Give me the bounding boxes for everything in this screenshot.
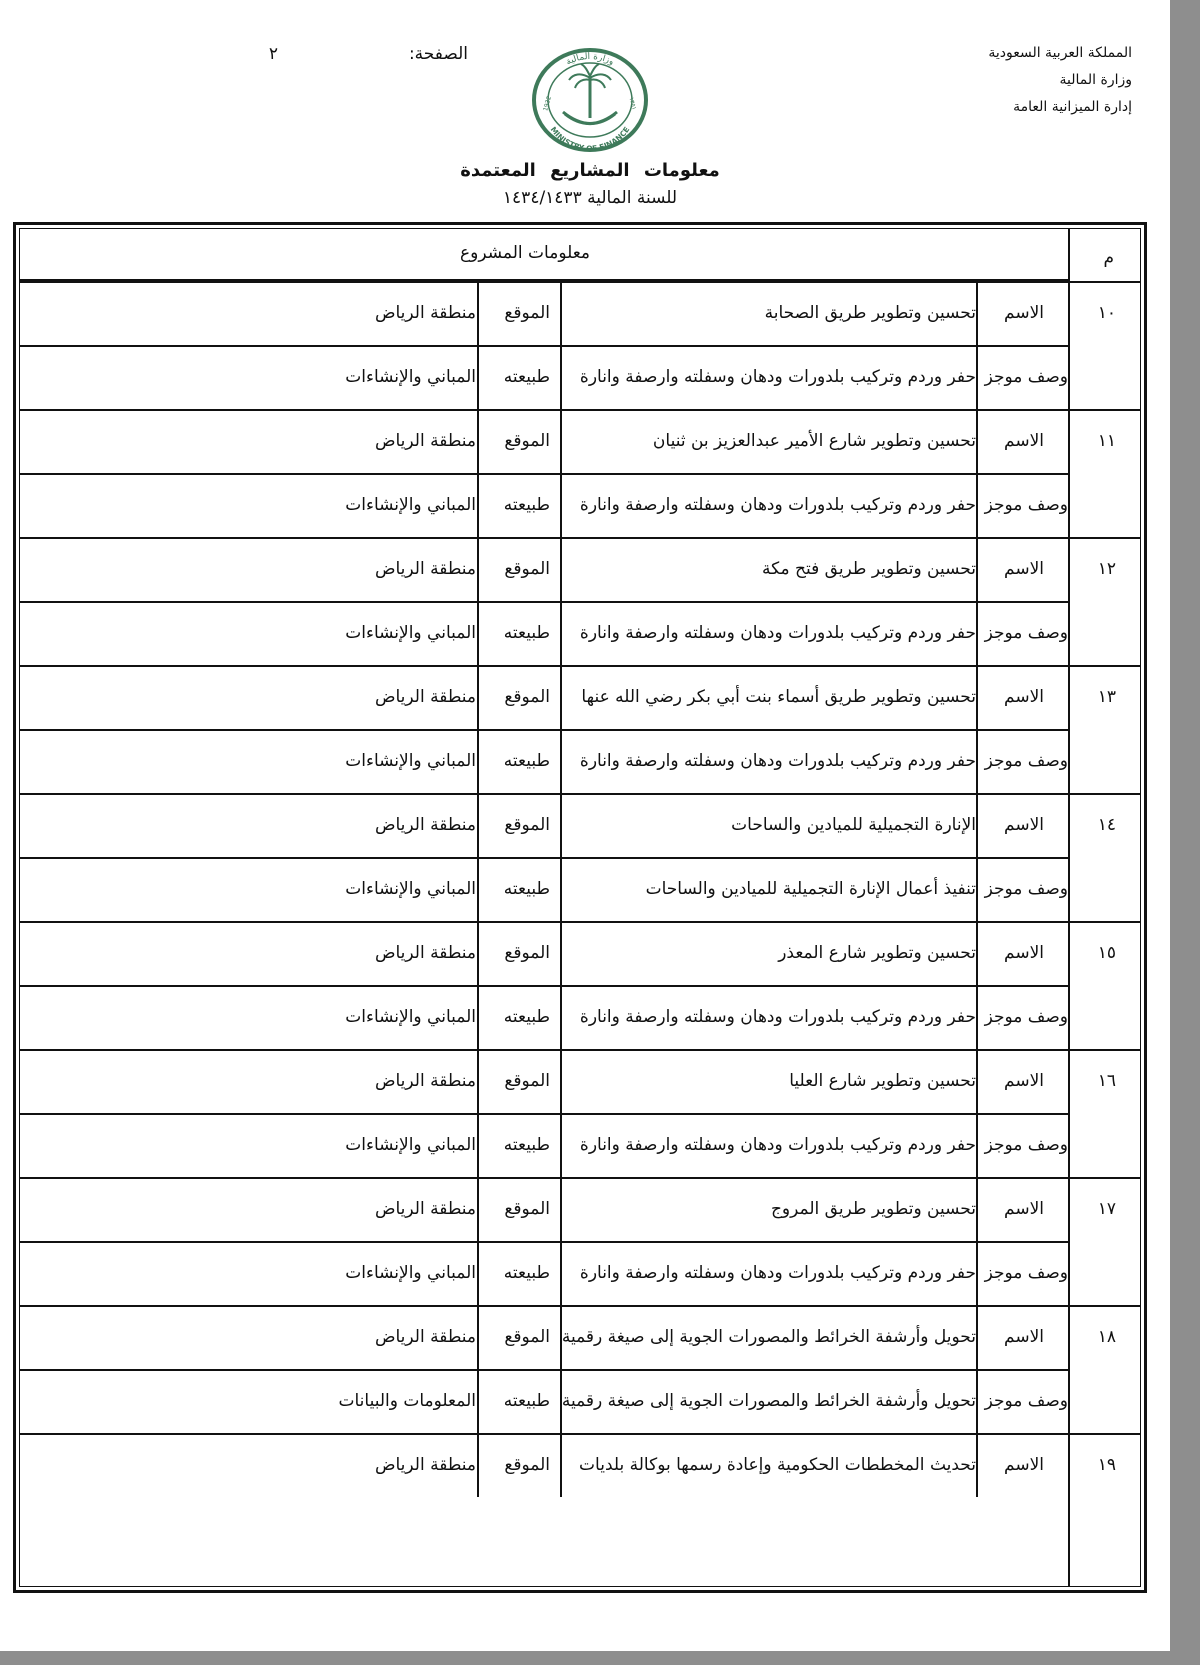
header-number: م bbox=[1103, 248, 1114, 268]
project-description: تحويل وأرشفة الخرائط والمصورات الجوية إلى صيغة رقمية bbox=[561, 1391, 976, 1411]
project-location: منطقة الرياض bbox=[374, 1071, 476, 1091]
location-value-divider bbox=[477, 665, 479, 793]
project-name: تحسين وتطوير طريق أسماء بنت أبي بكر رضي الله عنها bbox=[581, 687, 976, 707]
page-label: الصفحة: bbox=[408, 44, 468, 64]
location-label: الموقع bbox=[504, 943, 550, 963]
project-name: تحسين وتطوير شارع الأمير عبدالعزيز بن ثنيان bbox=[652, 431, 976, 451]
subrow-divider bbox=[20, 729, 1070, 731]
row-divider bbox=[20, 793, 1140, 795]
page-indicator bbox=[268, 44, 468, 64]
location-value-divider bbox=[477, 793, 479, 921]
nature-label: طبيعته bbox=[503, 1263, 550, 1283]
label-col-divider bbox=[1068, 1177, 1070, 1305]
location-label: الموقع bbox=[504, 559, 550, 579]
description-label: وصف موجز bbox=[984, 1007, 1068, 1027]
project-location: منطقة الرياض bbox=[374, 1327, 476, 1347]
nature-label: طبيعته bbox=[503, 1007, 550, 1027]
name-label: الاسم bbox=[1004, 815, 1044, 835]
name-label: الاسم bbox=[1004, 431, 1044, 451]
value-col-divider bbox=[976, 281, 978, 409]
location-value-divider bbox=[477, 1433, 479, 1497]
name-label: الاسم bbox=[1004, 1455, 1044, 1475]
project-location: منطقة الرياض bbox=[374, 1199, 476, 1219]
location-label: الموقع bbox=[504, 1455, 550, 1475]
value-col-divider bbox=[976, 793, 978, 921]
description-label: وصف موجز bbox=[984, 1263, 1068, 1283]
project-description: حفر وردم وتركيب بلدورات ودهان وسفلته وارصفة وانارة bbox=[579, 1135, 976, 1155]
project-name: تحسين وتطوير طريق المروج bbox=[770, 1199, 976, 1219]
project-description: حفر وردم وتركيب بلدورات ودهان وسفلته وارصفة وانارة bbox=[579, 367, 976, 387]
page-number: ٢ bbox=[268, 44, 278, 64]
location-label-divider bbox=[560, 537, 562, 665]
location-label-divider bbox=[560, 1049, 562, 1177]
location-label-divider bbox=[560, 1305, 562, 1433]
project-location: منطقة الرياض bbox=[374, 559, 476, 579]
project-description: حفر وردم وتركيب بلدورات ودهان وسفلته وارصفة وانارة bbox=[579, 1007, 976, 1027]
value-col-divider bbox=[976, 1177, 978, 1305]
row-divider bbox=[20, 1177, 1140, 1179]
project-nature: المباني والإنشاءات bbox=[345, 495, 476, 515]
label-col-divider bbox=[1068, 537, 1070, 665]
scan-edge-right bbox=[1170, 0, 1200, 1665]
location-value-divider bbox=[477, 1049, 479, 1177]
project-location: منطقة الرياض bbox=[374, 943, 476, 963]
location-value-divider bbox=[477, 537, 479, 665]
subrow-divider bbox=[20, 985, 1070, 987]
project-nature: المباني والإنشاءات bbox=[345, 751, 476, 771]
project-location: منطقة الرياض bbox=[374, 303, 476, 323]
name-label: الاسم bbox=[1004, 943, 1044, 963]
row-divider bbox=[20, 1049, 1140, 1051]
row-number: ١٥ bbox=[1097, 943, 1116, 963]
location-label: الموقع bbox=[504, 815, 550, 835]
project-name: تحسين وتطوير شارع العليا bbox=[789, 1071, 976, 1091]
row-number: ١٦ bbox=[1097, 1071, 1116, 1091]
location-label: الموقع bbox=[504, 1327, 550, 1347]
location-value-divider bbox=[477, 921, 479, 1049]
project-description: حفر وردم وتركيب بلدورات ودهان وسفلته وارصفة وانارة bbox=[579, 751, 976, 771]
name-label: الاسم bbox=[1004, 687, 1044, 707]
description-label: وصف موجز bbox=[984, 1135, 1068, 1155]
label-col-divider bbox=[1068, 665, 1070, 793]
subrow-divider bbox=[20, 857, 1070, 859]
org-line-department: إدارة الميزانية العامة bbox=[1013, 99, 1132, 115]
name-label: الاسم bbox=[1004, 559, 1044, 579]
project-description: تنفيذ أعمال الإنارة التجميلية للميادين والساحات bbox=[645, 879, 976, 899]
row-divider bbox=[20, 1305, 1140, 1307]
project-name: تحديث المخططات الحكومية وإعادة رسمها بوكالة بلديات bbox=[579, 1455, 976, 1475]
location-label: الموقع bbox=[504, 687, 550, 707]
project-nature: المباني والإنشاءات bbox=[345, 879, 476, 899]
project-name: تحويل وأرشفة الخرائط والمصورات الجوية إلى صيغة رقمية bbox=[561, 1327, 976, 1347]
ministry-seal-logo bbox=[525, 42, 655, 152]
location-value-divider bbox=[477, 1305, 479, 1433]
label-col-divider bbox=[1068, 1305, 1070, 1433]
project-name: تحسين وتطوير طريق فتح مكة bbox=[762, 559, 976, 579]
location-label: الموقع bbox=[504, 303, 550, 323]
organization-block bbox=[872, 40, 1132, 121]
row-divider bbox=[20, 281, 1140, 283]
row-number: ١٧ bbox=[1097, 1199, 1116, 1219]
name-label: الاسم bbox=[1004, 1071, 1044, 1091]
project-name: الإنارة التجميلية للميادين والساحات bbox=[731, 815, 976, 835]
project-description: حفر وردم وتركيب بلدورات ودهان وسفلته وارصفة وانارة bbox=[579, 1263, 976, 1283]
description-label: وصف موجز bbox=[984, 879, 1068, 899]
description-label: وصف موجز bbox=[984, 1391, 1068, 1411]
seal-text-english: MINISTRY OF FINANCE bbox=[548, 125, 632, 152]
label-col-divider bbox=[1068, 409, 1070, 537]
row-number: ١٤ bbox=[1097, 815, 1116, 835]
subrow-divider bbox=[20, 1241, 1070, 1243]
subrow-divider bbox=[20, 473, 1070, 475]
palm-swords-icon bbox=[563, 64, 617, 124]
seal-text-arabic: وزارة المالية bbox=[564, 51, 616, 68]
seal-year-right: ١٣٥١ bbox=[627, 96, 638, 111]
row-divider bbox=[20, 665, 1140, 667]
project-name: تحسين وتطوير شارع المعذر bbox=[778, 943, 976, 963]
label-col-divider bbox=[1068, 1433, 1070, 1497]
project-nature: المعلومات والبيانات bbox=[338, 1391, 476, 1411]
location-value-divider bbox=[477, 1177, 479, 1305]
project-description: حفر وردم وتركيب بلدورات ودهان وسفلته وارصفة وانارة bbox=[579, 623, 976, 643]
location-label-divider bbox=[560, 665, 562, 793]
location-label: الموقع bbox=[504, 1071, 550, 1091]
nature-label: طبيعته bbox=[503, 879, 550, 899]
location-label-divider bbox=[560, 793, 562, 921]
label-col-divider bbox=[1068, 921, 1070, 1049]
row-number: ١٣ bbox=[1097, 687, 1116, 707]
header-project-info: معلومات المشروع bbox=[460, 243, 591, 263]
value-col-divider bbox=[976, 1433, 978, 1497]
row-number: ١٠ bbox=[1097, 303, 1116, 323]
projects-table-body bbox=[19, 228, 1141, 1587]
value-col-divider bbox=[976, 409, 978, 537]
name-label: الاسم bbox=[1004, 1199, 1044, 1219]
row-divider bbox=[20, 921, 1140, 923]
row-number: ١١ bbox=[1097, 431, 1116, 451]
nature-label: طبيعته bbox=[503, 495, 550, 515]
label-col-divider bbox=[1068, 281, 1070, 409]
project-nature: المباني والإنشاءات bbox=[345, 367, 476, 387]
seal-year-left: 1932 bbox=[542, 95, 553, 112]
location-label: الموقع bbox=[504, 1199, 550, 1219]
value-col-divider bbox=[976, 1305, 978, 1433]
project-location: منطقة الرياض bbox=[374, 687, 476, 707]
project-nature: المباني والإنشاءات bbox=[345, 1007, 476, 1027]
row-divider bbox=[20, 537, 1140, 539]
row-divider bbox=[20, 409, 1140, 411]
subrow-divider bbox=[20, 601, 1070, 603]
location-label-divider bbox=[560, 1433, 562, 1497]
row-number: ١٢ bbox=[1097, 559, 1116, 579]
description-label: وصف موجز bbox=[984, 367, 1068, 387]
name-label: الاسم bbox=[1004, 1327, 1044, 1347]
value-col-divider bbox=[976, 921, 978, 1049]
project-location: منطقة الرياض bbox=[374, 815, 476, 835]
project-location: منطقة الرياض bbox=[374, 1455, 476, 1475]
location-label-divider bbox=[560, 1177, 562, 1305]
row-number: ١٩ bbox=[1097, 1455, 1116, 1475]
row-number: ١٨ bbox=[1097, 1327, 1116, 1347]
label-col-divider bbox=[1068, 1049, 1070, 1177]
row-divider bbox=[20, 1433, 1140, 1435]
project-name: تحسين وتطوير طريق الصحابة bbox=[764, 303, 976, 323]
location-value-divider bbox=[477, 281, 479, 409]
nature-label: طبيعته bbox=[503, 367, 550, 387]
nature-label: طبيعته bbox=[503, 623, 550, 643]
nature-label: طبيعته bbox=[503, 751, 550, 771]
document-title: معلومات المشاريع المعتمدة bbox=[460, 160, 720, 181]
nature-label: طبيعته bbox=[503, 1391, 550, 1411]
project-description: حفر وردم وتركيب بلدورات ودهان وسفلته وارصفة وانارة bbox=[579, 495, 976, 515]
subrow-divider bbox=[20, 1369, 1070, 1371]
org-line-country: المملكة العربية السعودية bbox=[988, 45, 1132, 61]
location-label-divider bbox=[560, 281, 562, 409]
name-label: الاسم bbox=[1004, 303, 1044, 323]
projects-table bbox=[13, 222, 1147, 1593]
project-nature: المباني والإنشاءات bbox=[345, 1135, 476, 1155]
document-subtitle: للسنة المالية ١٤٣٤/١٤٣٣ bbox=[502, 188, 678, 208]
location-label-divider bbox=[560, 409, 562, 537]
description-label: وصف موجز bbox=[984, 495, 1068, 515]
location-value-divider bbox=[477, 409, 479, 537]
description-label: وصف موجز bbox=[984, 751, 1068, 771]
value-col-divider bbox=[976, 665, 978, 793]
subrow-divider bbox=[20, 1113, 1070, 1115]
value-col-divider bbox=[976, 537, 978, 665]
location-label: الموقع bbox=[504, 431, 550, 451]
label-col-divider bbox=[1068, 793, 1070, 921]
nature-label: طبيعته bbox=[503, 1135, 550, 1155]
value-col-divider bbox=[976, 1049, 978, 1177]
project-nature: المباني والإنشاءات bbox=[345, 1263, 476, 1283]
subrow-divider bbox=[20, 345, 1070, 347]
description-label: وصف موجز bbox=[984, 623, 1068, 643]
location-label-divider bbox=[560, 921, 562, 1049]
project-nature: المباني والإنشاءات bbox=[345, 623, 476, 643]
org-line-ministry: وزارة المالية bbox=[1059, 72, 1132, 88]
project-location: منطقة الرياض bbox=[374, 431, 476, 451]
scan-edge-bottom bbox=[0, 1651, 1200, 1665]
